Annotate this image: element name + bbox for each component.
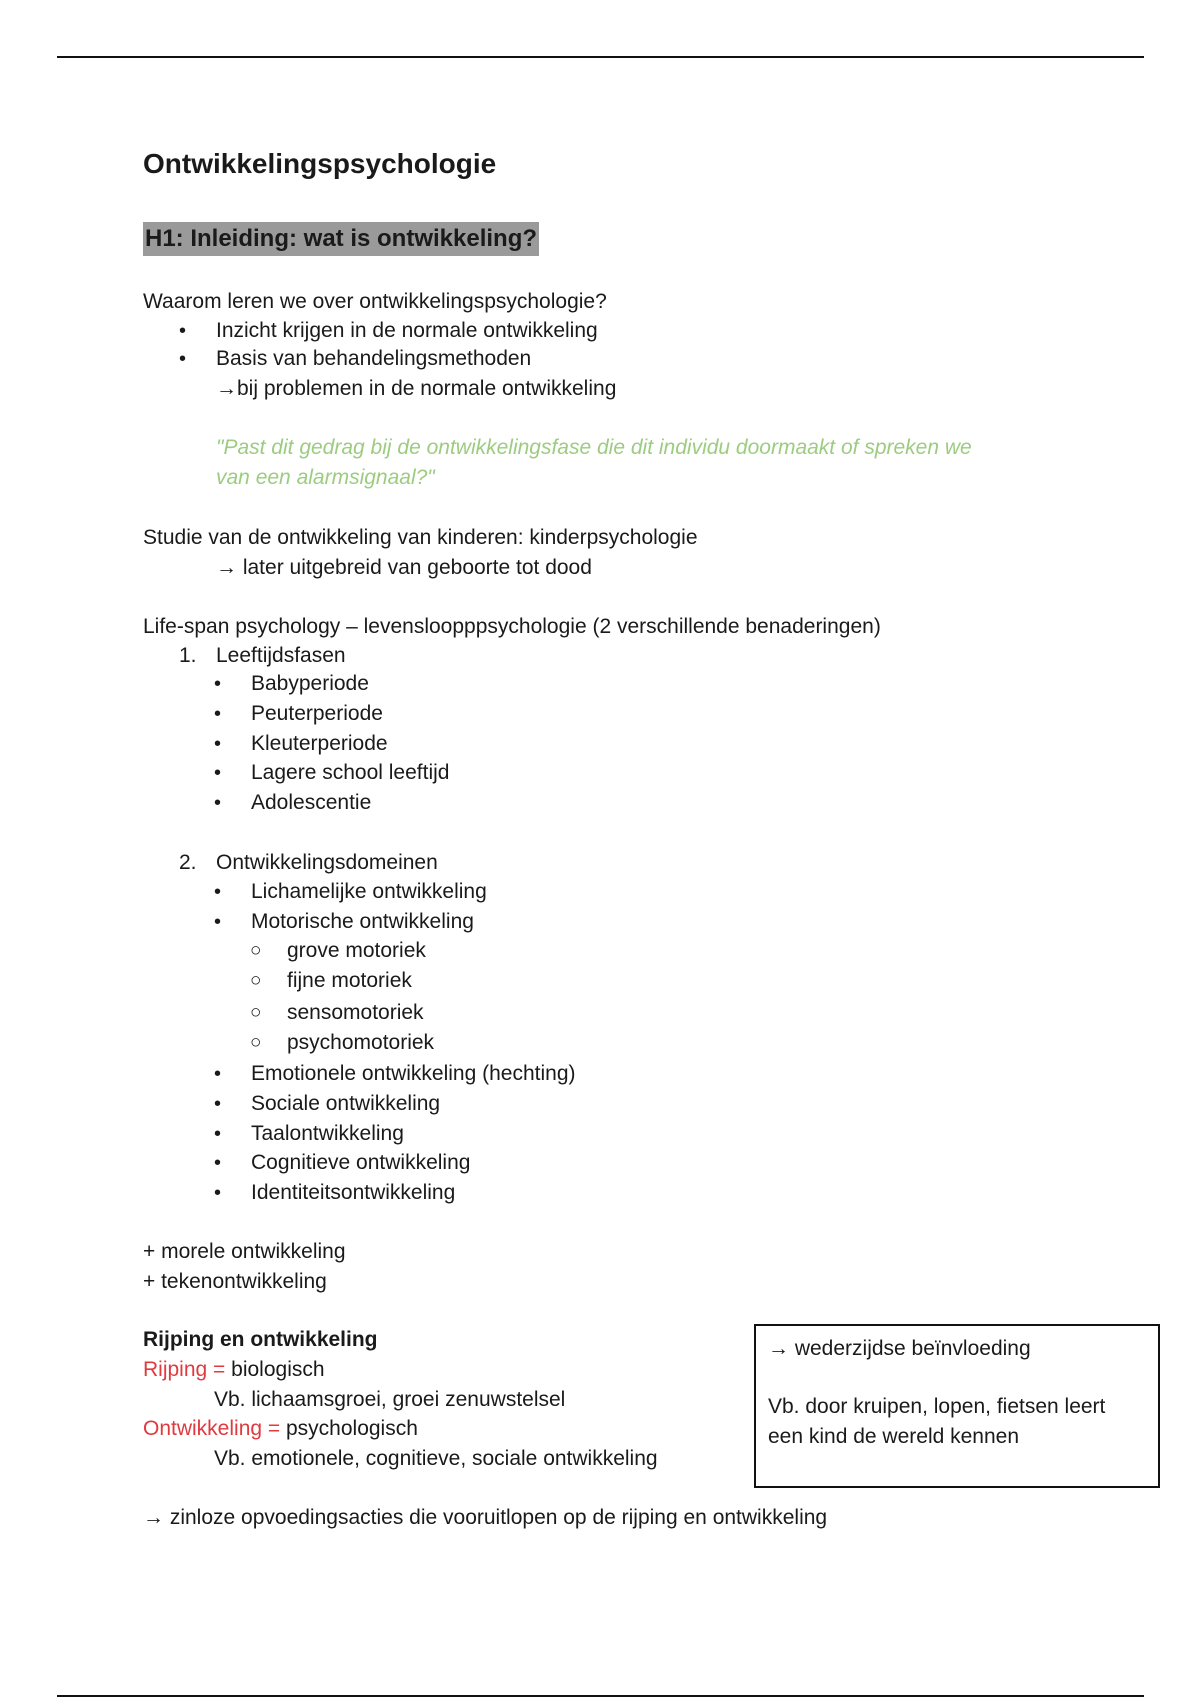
- box-line-2: Vb. door kruipen, lopen, fietsen leert: [768, 1395, 1106, 1418]
- footer-rule: [57, 1695, 1144, 1697]
- why-arrow-note: →bij problemen in de normale ontwikkeling: [216, 377, 617, 400]
- lifespan-heading: Life-span psychology – levensloopppsychologie (2 verschillende benaderingen): [143, 615, 881, 638]
- phase-item: Peuterperiode: [251, 702, 383, 725]
- rijping-heading: Rijping en ontwikkeling: [143, 1328, 378, 1351]
- chapter-heading: H1: Inleiding: wat is ontwikkeling?: [143, 222, 539, 256]
- box-line-3: een kind de wereld kennen: [768, 1425, 1020, 1448]
- motor-sub-item: psychomotoriek: [287, 1031, 435, 1054]
- domain-item: Motorische ontwikkeling: [251, 910, 474, 933]
- ontwikkeling-def: psychologisch: [286, 1417, 418, 1440]
- bullet-icon: •: [214, 1093, 222, 1115]
- rijping-definition: [143, 1357, 325, 1383]
- bullet-icon: •: [214, 762, 222, 784]
- domain-item: Sociale ontwikkeling: [251, 1092, 441, 1115]
- why-bullet-1: Inzicht krijgen in de normale ontwikkeling: [216, 319, 598, 342]
- circle-bullet-icon: ○: [250, 970, 262, 991]
- domain-item: Emotionele ontwikkeling (hechting): [251, 1062, 576, 1085]
- rijping-def: biologisch: [231, 1358, 325, 1381]
- equals-sign: =: [262, 1417, 286, 1440]
- study-arrow: → later uitgebreid van geboorte tot dood: [216, 556, 592, 579]
- bullet-icon: •: [214, 1152, 222, 1174]
- extra-item: + tekenontwikkeling: [143, 1270, 327, 1293]
- page-title: Ontwikkelingspsychologie: [143, 148, 497, 179]
- domain-item: Lichamelijke ontwikkeling: [251, 880, 487, 903]
- rijping-example: Vb. lichaamsgroei, groei zenuwstelsel: [214, 1388, 566, 1411]
- bullet-icon: •: [214, 673, 222, 695]
- why-question: Waarom leren we over ontwikkelingspsychologie?: [143, 290, 607, 313]
- approach-2-number: 2.: [179, 851, 197, 874]
- phase-item: Adolescentie: [251, 791, 372, 814]
- bullet-icon: •: [214, 1123, 222, 1145]
- bullet-icon: •: [179, 320, 187, 342]
- phase-item: Kleuterperiode: [251, 732, 388, 755]
- domain-item: Taalontwikkeling: [251, 1122, 404, 1145]
- motor-sub-item: fijne motoriek: [287, 969, 412, 992]
- bullet-icon: •: [214, 1182, 222, 1204]
- approach-1: Leeftijdsfasen: [216, 644, 346, 667]
- box-line-1: → wederzijdse beïnvloeding: [768, 1337, 1031, 1360]
- motor-sub-item: grove motoriek: [287, 939, 426, 962]
- extra-item: + morele ontwikkeling: [143, 1240, 346, 1263]
- conclusion: → zinloze opvoedingsacties die vooruitlopen op de rijping en ontwikkeling: [143, 1506, 828, 1529]
- why-bullet-2: Basis van behandelingsmethoden: [216, 347, 532, 370]
- circle-bullet-icon: ○: [250, 1002, 262, 1023]
- approach-1-number: 1.: [179, 644, 197, 667]
- ontwikkeling-term: Ontwikkeling: [143, 1417, 263, 1440]
- phase-item: Lagere school leeftijd: [251, 761, 450, 784]
- equals-sign: =: [207, 1358, 232, 1381]
- bullet-icon: •: [214, 1063, 222, 1085]
- approach-2: Ontwikkelingsdomeinen: [216, 851, 438, 874]
- motor-sub-item: sensomotoriek: [287, 1001, 424, 1024]
- ontwikkeling-example: Vb. emotionele, cognitieve, sociale ontwikkeling: [214, 1447, 658, 1470]
- phase-item: Babyperiode: [251, 672, 369, 695]
- quote-line-1: "Past dit gedrag bij de ontwikkelingsfase die dit individu doormaakt of spreken we: [216, 436, 972, 459]
- bullet-icon: •: [214, 881, 222, 903]
- quote-line-2: van een alarmsignaal?": [216, 466, 435, 489]
- bullet-icon: •: [179, 348, 187, 370]
- bullet-icon: •: [214, 911, 222, 933]
- bullet-icon: •: [214, 733, 222, 755]
- circle-bullet-icon: ○: [250, 1032, 262, 1053]
- domain-item: Identiteitsontwikkeling: [251, 1181, 456, 1204]
- interaction-box: [754, 1324, 1160, 1488]
- ontwikkeling-definition: [143, 1416, 418, 1442]
- bullet-icon: •: [214, 792, 222, 814]
- header-rule: [57, 56, 1144, 58]
- bullet-icon: •: [214, 703, 222, 725]
- domain-item: Cognitieve ontwikkeling: [251, 1151, 471, 1174]
- study-line: Studie van de ontwikkeling van kinderen: kinderpsychologie: [143, 526, 698, 549]
- rijping-term: Rijping: [143, 1358, 208, 1381]
- circle-bullet-icon: ○: [250, 940, 262, 961]
